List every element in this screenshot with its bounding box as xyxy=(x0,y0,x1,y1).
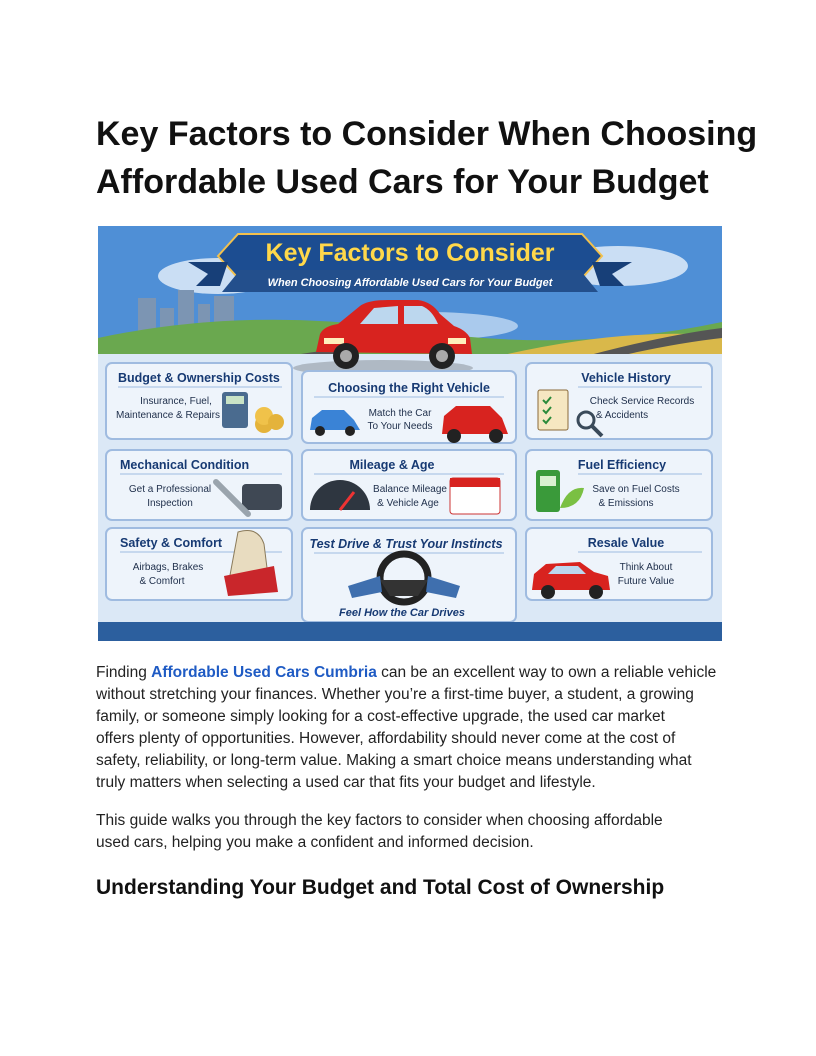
page-title xyxy=(96,110,756,206)
card-fuel xyxy=(526,450,712,520)
card-mileage xyxy=(302,450,516,520)
intro-paragraph xyxy=(96,662,724,794)
card-budget xyxy=(106,363,292,439)
svg-text:Check Service Records: Check Service Records xyxy=(589,396,695,407)
svg-text:Get a Professional: Get a Professional xyxy=(128,484,212,495)
svg-text:& Vehicle Age: & Vehicle Age xyxy=(377,498,439,509)
intro-line-5: safety, reliability, or long-term value. Making a smart choice means understanding what xyxy=(96,752,692,769)
intro-line-3: family, or someone simply looking for a cost-effective upgrade, the used car market xyxy=(96,708,665,725)
svg-text:Safety & Comfort: Safety & Comfort xyxy=(120,536,223,550)
affordable-used-cars-link[interactable]: Affordable Used Cars Cumbria xyxy=(151,664,377,681)
guide-paragraph xyxy=(96,810,724,854)
svg-text:Mileage & Age: Mileage & Age xyxy=(349,458,435,472)
title-banner xyxy=(188,234,632,292)
intro-line-4: offers plenty of opportunities. However, affordability should never come at the cost of xyxy=(96,730,676,747)
guide-line-2: used cars, helping you make a confident and informed decision. xyxy=(96,834,534,851)
svg-text:Think About: Think About xyxy=(619,562,673,573)
svg-text:Maintenance & Repairs: Maintenance & Repairs xyxy=(116,410,220,421)
svg-text:Future Value: Future Value xyxy=(617,576,675,587)
svg-text:Save on Fuel Costs: Save on Fuel Costs xyxy=(592,484,680,495)
svg-text:Match the Car: Match the Car xyxy=(368,408,432,419)
svg-text:& Emissions: & Emissions xyxy=(598,498,654,509)
svg-text:Balance Mileage: Balance Mileage xyxy=(373,484,447,495)
section-heading: Understanding Your Budget and Total Cost of Ownership xyxy=(96,876,665,899)
svg-text:Choosing the Right Vehicle: Choosing the Right Vehicle xyxy=(328,381,490,395)
svg-text:& Comfort: & Comfort xyxy=(139,576,185,587)
intro-line-1: Finding Affordable Used Cars Cumbria can be an excellent way to own a reliable vehicle xyxy=(96,664,717,681)
card-resale xyxy=(526,528,712,600)
svg-text:Test Drive & Trust Your Instin: Test Drive & Trust Your Instincts xyxy=(309,537,503,551)
card-safety xyxy=(106,528,292,600)
svg-text:Resale Value: Resale Value xyxy=(587,536,665,550)
svg-text:Mechanical Condition: Mechanical Condition xyxy=(120,458,250,472)
intro-line-2: without stretching your finances. Whether you’re a first-time buyer, a student, a growing xyxy=(96,686,694,703)
intro-line-6: truly matters when selecting a used car that fits your budget and lifestyle. xyxy=(96,774,596,791)
svg-text:Insurance, Fuel,: Insurance, Fuel, xyxy=(140,396,212,407)
svg-text:To Your Needs: To Your Needs xyxy=(367,421,433,432)
infographic-image xyxy=(98,226,722,641)
svg-text:Airbags, Brakes: Airbags, Brakes xyxy=(132,562,204,573)
page-title-line-1: Key Factors to Consider When Choosing xyxy=(96,115,758,153)
card-right-vehicle xyxy=(302,371,516,443)
svg-text:Inspection: Inspection xyxy=(147,498,193,509)
card-test-drive xyxy=(302,528,516,622)
banner-subtitle: When Choosing Affordable Used Cars for Your Budget xyxy=(267,277,553,289)
card-budget-title: Budget & Ownership Costs xyxy=(118,371,280,385)
card-mechanical xyxy=(106,450,292,520)
svg-text:& Accidents: & Accidents xyxy=(595,410,649,421)
svg-text:Feel How the Car Drives: Feel How the Car Drives xyxy=(339,607,465,619)
svg-text:Vehicle History: Vehicle History xyxy=(581,371,671,385)
guide-line-1: This guide walks you through the key factors to consider when choosing affordable xyxy=(96,812,663,829)
page-title-line-2: Affordable Used Cars for Your Budget xyxy=(96,163,709,201)
svg-text:Fuel Efficiency: Fuel Efficiency xyxy=(577,458,667,472)
banner-title: Key Factors to Consider xyxy=(265,239,555,267)
card-vehicle-history xyxy=(526,363,712,439)
